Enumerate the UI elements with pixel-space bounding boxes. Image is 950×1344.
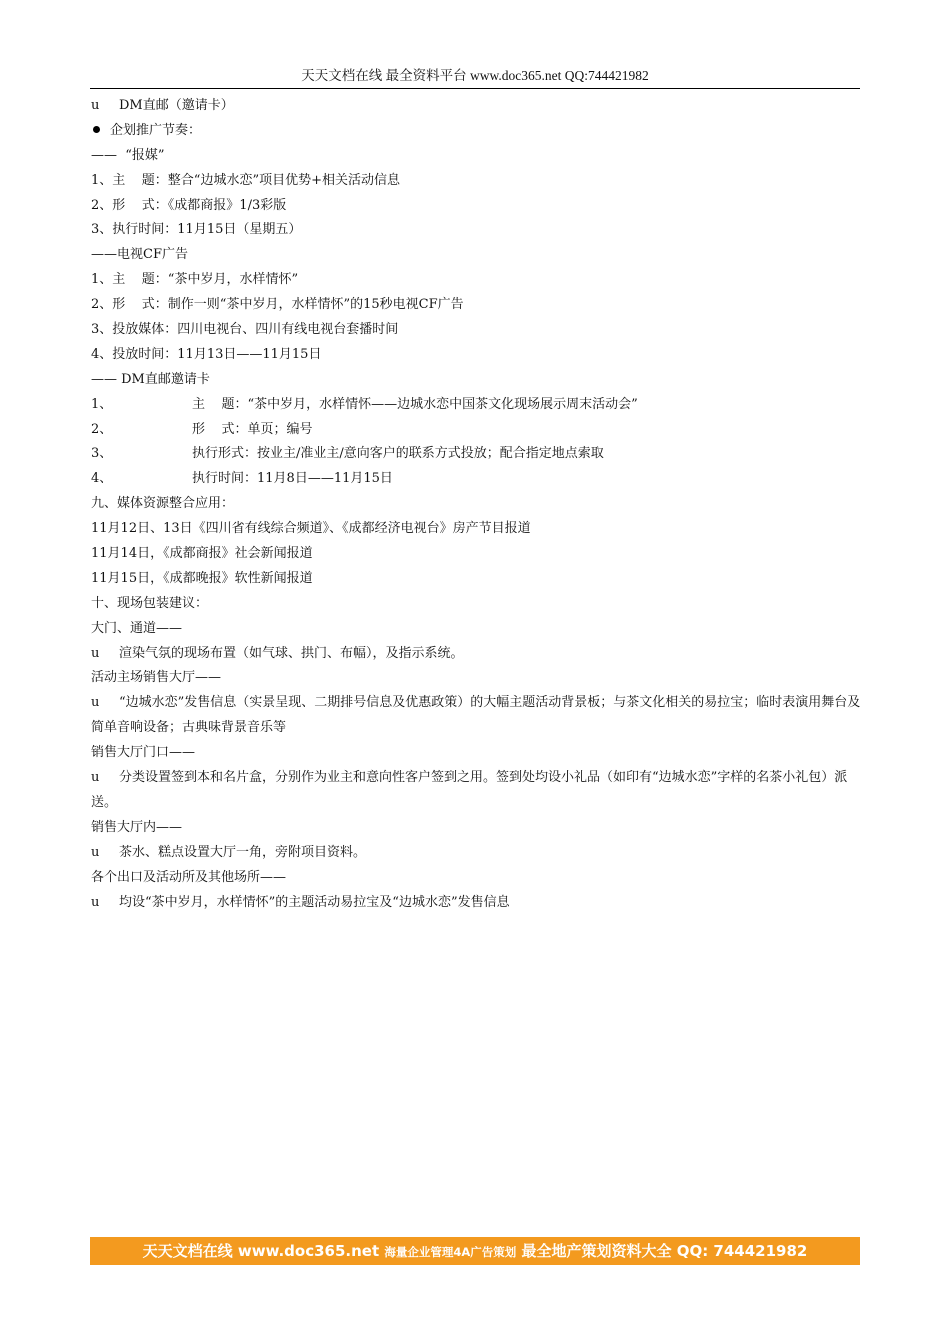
item-number: 3、 xyxy=(91,446,113,462)
doc-line: 1、主 题：“茶中岁月，水样情怀” xyxy=(91,272,299,288)
doc-line: 11月15日，《成都晚报》软性新闻报道 xyxy=(91,570,313,586)
line-text: 执行形式：按业主/准业主/意向客户的联系方式投放；配合指定地点索取 xyxy=(192,446,604,462)
section-heading: 十、现场包装建议： xyxy=(91,595,209,611)
doc-line: 活动主场销售大厅—— xyxy=(91,670,222,686)
item-number: 2、 xyxy=(91,421,113,437)
doc-line xyxy=(91,841,861,866)
section-heading: 九、媒体资源整合应用： xyxy=(91,496,235,512)
doc-line: 1、主 题：整合“边城水恋”项目优势+相关活动信息 xyxy=(91,172,400,188)
doc-line xyxy=(91,642,861,667)
line-text: DM直邮（邀请卡） xyxy=(119,98,234,113)
bullet-u: u xyxy=(91,695,100,711)
doc-line xyxy=(91,94,861,119)
doc-paragraph xyxy=(91,766,861,816)
doc-line: 大门、通道—— xyxy=(91,620,183,636)
doc-line xyxy=(91,467,861,492)
doc-line: 销售大厅内—— xyxy=(91,819,183,835)
bullet-u: u xyxy=(91,770,100,786)
line-text: “边城水恋”发售信息（实景呈现、二期排号信息及优惠政策）的大幅主题活动背景板；与茶文化相关的易拉宝；临时表演用舞台及简单音响设备；古典味背景音乐等 xyxy=(91,695,861,736)
line-text: 茶水、糕点设置大厅一角，旁附项目资料。 xyxy=(119,844,367,860)
doc-line: 2、形 式：制作一则“茶中岁月，水样情怀”的15秒电视CF广告 xyxy=(91,297,464,313)
doc-line: ——电视CF广告 xyxy=(91,247,188,263)
header-text: 天天文档在线 最全资料平台 www.doc365.net QQ:744421982 xyxy=(301,68,649,83)
doc-line xyxy=(91,393,861,418)
bullet-u: u xyxy=(91,98,100,113)
bullet-u: u xyxy=(91,894,100,910)
item-number: 4、 xyxy=(91,471,113,487)
doc-line: —— DM直邮邀请卡 xyxy=(91,371,210,387)
doc-line: 3、执行时间：11月15日（星期五） xyxy=(91,222,302,238)
doc-paragraph xyxy=(91,691,861,741)
line-text: 主 题：“茶中岁月，水样情怀——边城水恋中国茶文化现场展示周末活动会” xyxy=(192,396,638,412)
doc-line: 4、投放时间：11月13日——11月15日 xyxy=(91,346,322,362)
doc-line xyxy=(91,891,861,916)
doc-line: 11月14日，《成都商报》社会新闻报道 xyxy=(91,546,313,562)
doc-line xyxy=(91,442,861,467)
bullet-dot-icon xyxy=(93,126,100,133)
doc-line: 3、投放媒体：四川电视台、四川有线电视台套播时间 xyxy=(91,322,399,338)
page-header xyxy=(90,66,860,89)
doc-line: 各个出口及活动所及其他场所—— xyxy=(91,869,287,885)
line-text: 执行时间：11月8日——11月15日 xyxy=(192,471,393,487)
doc-line xyxy=(91,119,861,144)
line-text: 形 式：单页；编号 xyxy=(192,421,313,437)
doc-line xyxy=(91,418,861,443)
item-number: 1、 xyxy=(91,396,113,412)
line-text: 渲染气氛的现场布置（如气球、拱门、布幅），及指示系统。 xyxy=(119,645,464,661)
footer-banner xyxy=(90,1237,860,1265)
document-body xyxy=(91,94,861,915)
footer-brand: 天天文档在线 www.doc365.net xyxy=(142,1242,385,1260)
doc-line: 销售大厅门口—— xyxy=(91,745,196,761)
line-text: 均设“茶中岁月，水样情怀”的主题活动易拉宝及“边城水恋”发售信息 xyxy=(119,894,510,910)
line-text: 企划推广节奏： xyxy=(110,122,202,138)
line-text: 分类设置签到本和名片盒，分别作为业主和意向性客户签到之用。签到处均设小礼品（如印有“边城水恋”字样的名茶小礼包）派送。 xyxy=(91,770,848,810)
doc-line: —— “报媒” xyxy=(91,147,165,163)
doc-line: 11月12日、13日《四川省有线综合频道》、《成都经济电视台》房产节目报道 xyxy=(91,521,531,537)
bullet-u: u xyxy=(91,645,100,661)
doc-line: 2、形 式：《成都商报》1/3彩版 xyxy=(91,197,287,213)
footer-contact: 最全地产策划资料大全 QQ: 744421982 xyxy=(516,1242,808,1260)
footer-tagline: 海量企业管理4A广告策划 xyxy=(384,1245,517,1259)
bullet-u: u xyxy=(91,844,100,860)
